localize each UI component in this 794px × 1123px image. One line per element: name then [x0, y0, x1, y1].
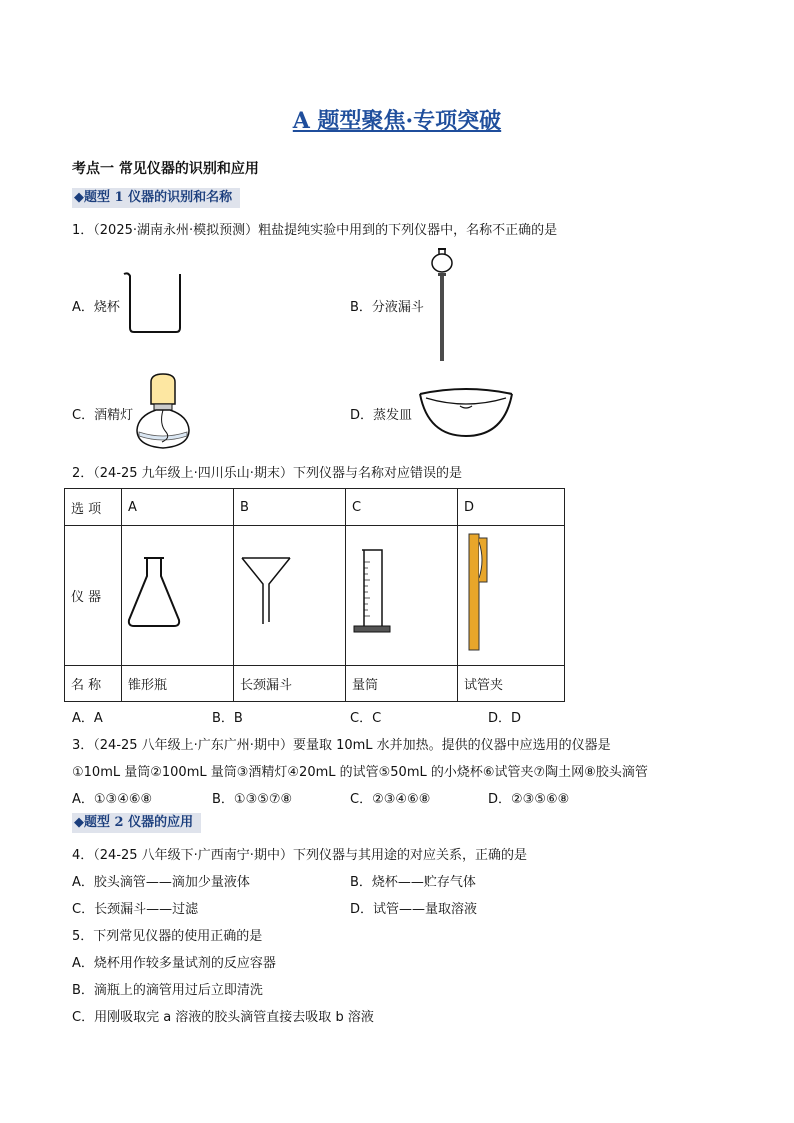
- q1-option-d: D．蒸发皿: [350, 408, 413, 423]
- evaporating-dish-image: [418, 386, 514, 438]
- table-name-a: 锥形瓶: [122, 666, 234, 702]
- question-type-2-label: ◆题型 2 仪器的应用: [72, 813, 201, 833]
- q5-option-c: C．用刚吸取完 a 溶液的胶头滴管直接去吸取 b 溶液: [72, 1010, 374, 1025]
- q2-option-a: A．A: [72, 711, 103, 726]
- q4-option-c: C．长颈漏斗——过滤: [72, 902, 199, 917]
- q1-option-c: C．酒精灯: [72, 408, 134, 423]
- q2-option-b: B．B: [212, 711, 243, 726]
- table-name-b: 长颈漏斗: [234, 666, 346, 702]
- question-1-stem: 1．（2025·湖南永州·模拟预测）粗盐提纯实验中用到的下列仪器中，名称不正确的是: [72, 223, 558, 238]
- separatory-funnel-image: [426, 247, 458, 363]
- q2-option-c: C．C: [350, 711, 382, 726]
- q5-option-b: B．滴瓶上的滴管用过后立即清洗: [72, 983, 263, 998]
- table-name-d: 试管夹: [458, 666, 565, 702]
- q3-option-c: C．②③④⑥⑧: [350, 792, 431, 807]
- table-row-label-instrument: 仪 器: [65, 526, 122, 666]
- q1-option-b: B．分液漏斗: [350, 300, 424, 315]
- q4-option-a: A．胶头滴管——滴加少量液体: [72, 875, 250, 890]
- q5-option-a: A．烧杯用作较多量试剂的反应容器: [72, 956, 276, 971]
- beaker-image: [122, 270, 184, 334]
- table-header-c: C: [346, 489, 458, 526]
- question-3-stem: 3．（24-25 八年级上·广东广州·期中）要量取 10mL 水并加热。提供的仪器中应选用的仪器是: [72, 738, 611, 753]
- table-header-option: 选 项: [65, 489, 122, 526]
- table-row-label-name: 名 称: [65, 666, 122, 702]
- section-heading: 考点一 常见仪器的识别和应用: [72, 161, 259, 177]
- table-header-a: A: [122, 489, 234, 526]
- table-header-d: D: [458, 489, 565, 526]
- conical-flask-image: [126, 556, 182, 628]
- alcohol-lamp-image: [134, 372, 192, 452]
- q3-option-b: B．①③⑤⑦⑧: [212, 792, 293, 807]
- page-title: A 题型聚焦·专项突破: [292, 108, 502, 134]
- table-name-c: 量筒: [346, 666, 458, 702]
- q4-option-d: D．试管——量取溶液: [350, 902, 478, 917]
- question-3-items: ①10mL 量筒②100mL 量筒③酒精灯④20mL 的试管⑤50mL 的小烧杯⑥试管夹⑦陶土网⑧胶头滴管: [72, 765, 648, 780]
- test-tube-holder-image: [465, 530, 493, 652]
- q4-option-b: B．烧杯——贮存气体: [350, 875, 476, 890]
- question-4-stem: 4．（24-25 八年级下·广西南宁·期中）下列仪器与其用途的对应关系，正确的是: [72, 848, 527, 863]
- graduated-cylinder-image: [352, 548, 392, 638]
- q2-option-d: D．D: [488, 711, 522, 726]
- funnel-image: [240, 556, 292, 628]
- table-header-b: B: [234, 489, 346, 526]
- q3-option-a: A．①③④⑥⑧: [72, 792, 153, 807]
- question-5-stem: 5．下列常见仪器的使用正确的是: [72, 929, 263, 944]
- question-type-1-label: ◆题型 1 仪器的识别和名称: [72, 188, 240, 208]
- question-2-stem: 2．（24-25 九年级上·四川乐山·期末）下列仪器与名称对应错误的是: [72, 466, 462, 481]
- q1-option-a: A．烧杯: [72, 300, 120, 315]
- q3-option-d: D．②③⑤⑥⑧: [488, 792, 570, 807]
